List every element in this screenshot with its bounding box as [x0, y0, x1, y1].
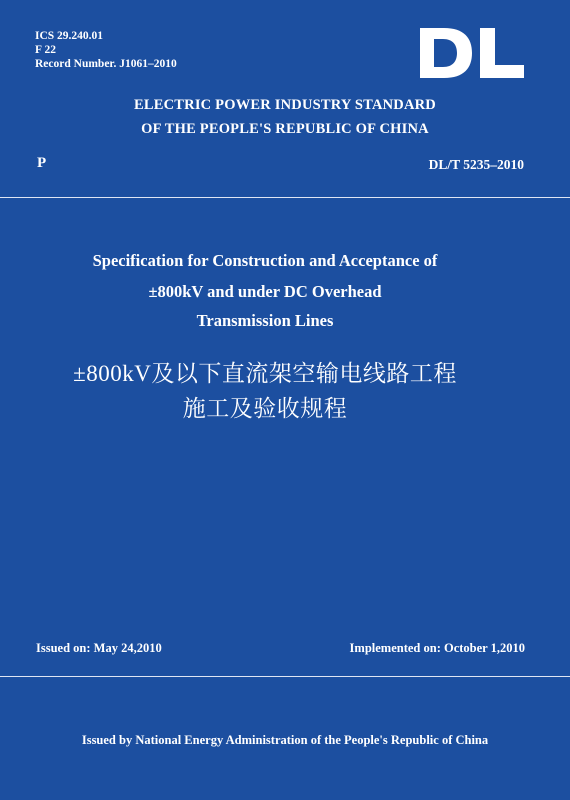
org-line-2: OF THE PEOPLE'S REPUBLIC OF CHINA [141, 121, 429, 137]
f-code: F 22 [35, 44, 56, 56]
org-line-1: ELECTRIC POWER INDUSTRY STANDARD [134, 97, 436, 113]
top-divider [0, 197, 570, 198]
standard-number: DL/T 5235–2010 [428, 157, 524, 172]
title-en-line-3: Transmission Lines [196, 311, 334, 330]
issued-date: Issued on: May 24,2010 [36, 641, 162, 655]
dl-logo [420, 28, 524, 78]
title-zh-line-2: 施工及验收规程 [182, 396, 348, 421]
implemented-date: Implemented on: October 1,2010 [349, 641, 525, 655]
record-number: Record Number. J1061–2010 [35, 58, 177, 70]
classification-code: P [37, 155, 47, 171]
ics-code: ICS 29.240.01 [35, 30, 104, 42]
title-zh-line-1: ±800kV及以下直流架空输电线路工程 [73, 361, 457, 386]
title-en-line-2: ±800kV and under DC Overhead [148, 282, 382, 301]
document-metadata [35, 29, 177, 71]
title-en-line-1: Specification for Construction and Acceptance of [92, 251, 438, 270]
bottom-divider [0, 676, 570, 677]
issuer-line: Issued by National Energy Administration of the People's Republic of China [81, 733, 489, 747]
